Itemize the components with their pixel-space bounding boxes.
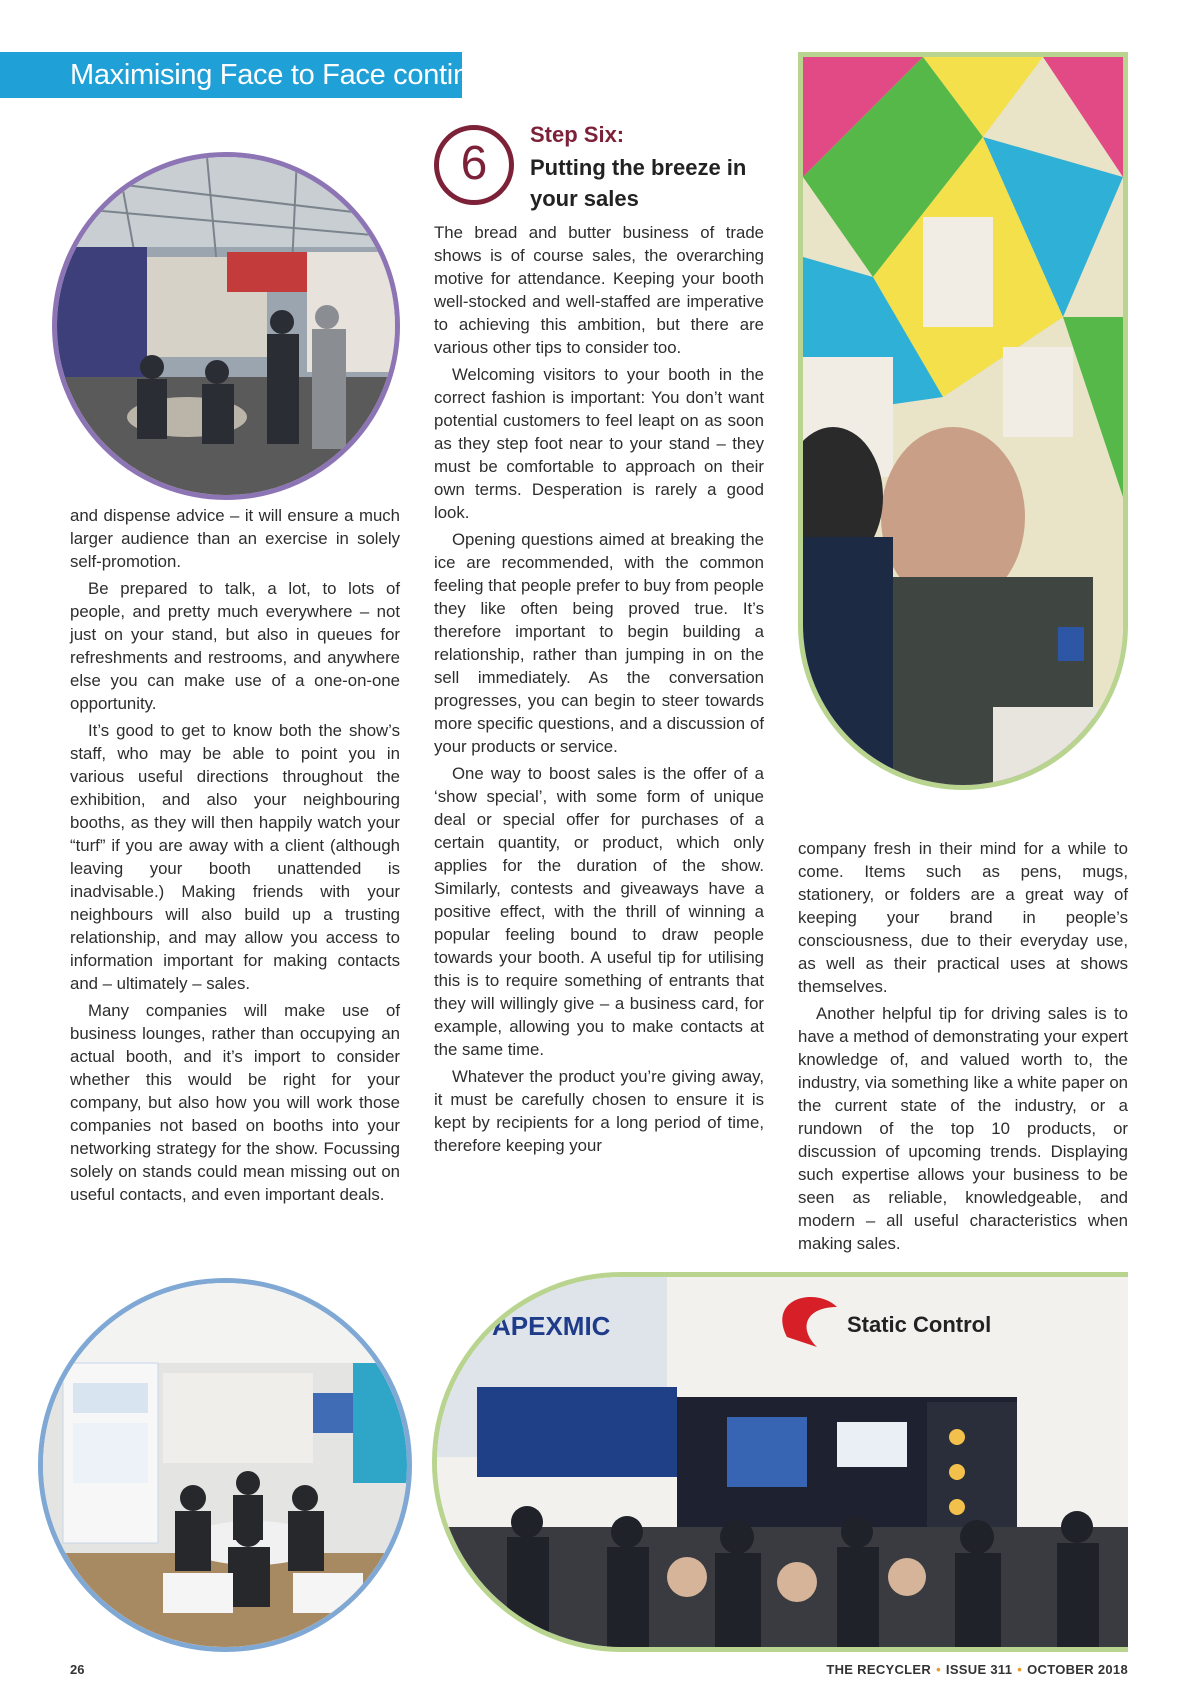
paragraph: and dispense advice – it will ensure a much larger audience than an exercise in solely self-promotion. bbox=[70, 506, 400, 571]
section-header-title: Maximising Face to Face continued bbox=[70, 59, 517, 91]
step-heading bbox=[434, 122, 774, 214]
paragraph: The bread and butter business of trade shows is of course sales, the overarching motive for attendance. Keeping your booth well-stocked and well-staffed are imperative to achieving this ambition, but there are various other tips to consider too. bbox=[434, 223, 764, 357]
paragraph: company fresh in their mind for a while to come. Items such as pens, mugs, stationery, or folders are a great way of keeping your brand in people’s consciousness, due to their everyday use, as well as their practical uses at shows themselves. bbox=[798, 839, 1128, 996]
paragraph: Opening questions aimed at breaking the ice are recommended, with the common feeling that people prefer to buy from people they like often being proved true. It’s therefore important to begin building a relationship, rather than jumping in on the sell immediately. As the conversation progresses, you can begin to steer towards more specific questions, and a discussion of your products or service. bbox=[434, 530, 764, 756]
article-column-1 bbox=[70, 504, 400, 1210]
separator-dot: • bbox=[1017, 1662, 1023, 1677]
exhibition-hall-photo bbox=[52, 152, 400, 500]
issue-date: OCTOBER 2018 bbox=[1027, 1662, 1128, 1677]
booth-conversation-photo bbox=[798, 52, 1128, 790]
step-kicker: Step Six: bbox=[530, 122, 625, 147]
paragraph: Welcoming visitors to your booth in the correct fashion is important: You don’t want potential customers to feel leapt on as soon as they step foot near to your stand – they must be comfortable to approach on their own terms. Desperation is rarely a good look. bbox=[434, 365, 764, 522]
business-lounge-photo bbox=[38, 1278, 412, 1652]
separator-dot: • bbox=[936, 1662, 941, 1677]
paragraph: Many companies will make use of business lounges, rather than occupying an actual booth, and it’s import to consider whether this would be right for your company, but also how you will work those companies not based on booths into your networking strategy for the show. Focussing solely on stands could mean missing out on useful contacts, and even important deals. bbox=[70, 1001, 400, 1204]
page-number: 26 bbox=[70, 1662, 85, 1677]
paragraph: One way to boost sales is the offer of a ‘show special’, with some form of unique deal or special offer for purchases of a certain quantity, or product, which only applies for the duration of the show. Similarly, contests and giveaways have a positive effect, with the thrill of winning a popular feeling bound to draw people towards your booth. A useful tip for utilising this is to require something of entrants that they will willingly give – a business card, for example, allowing you to make contacts at the same time. bbox=[434, 764, 764, 1059]
article-column-2 bbox=[434, 221, 764, 1161]
step-number: 6 bbox=[460, 137, 488, 190]
apexmic-sign: APEXMIC bbox=[492, 1311, 611, 1341]
publication-name: THE RECYCLER bbox=[826, 1662, 932, 1677]
paragraph: Be prepared to talk, a lot, to lots of people, and pretty much everywhere – not just on your stand, but also in queues for refreshments and restrooms, and anywhere else you can make use of a one-on-one opportunity. bbox=[70, 579, 400, 713]
publication-footer bbox=[826, 1662, 1128, 1677]
step-title: Putting the breeze in your sales bbox=[530, 155, 747, 211]
issue-label: ISSUE 311 bbox=[945, 1662, 1013, 1677]
paragraph: Another helpful tip for driving sales is to have a method of demonstrating your expert knowledge of, and valued worth to, the industry, via something like a white paper on the current state of the industry, or a rundown of the top 10 products, or discussion of upcoming trends. Displaying such expertise allows your business to be seen as reliable, knowledgeable, and modern – all useful characteristics when making sales. bbox=[798, 1004, 1128, 1253]
paragraph: Whatever the product you’re giving away, it must be carefully chosen to ensure it is kept by recipients for a long period of time, therefore keeping your bbox=[434, 1067, 764, 1155]
static-control-sign: Static Control bbox=[847, 1312, 992, 1337]
apexmic-booth-photo bbox=[432, 1272, 1128, 1652]
article-column-3 bbox=[798, 837, 1128, 1259]
paragraph: It’s good to get to know both the show’s staff, who may be able to point you in various useful directions throughout the exhibition, and also your neighbouring booths, as they will then happily watch your “turf” if you are away with a client (although leaving your booth unattended is inadvisable.) Making friends with your neighbours will also build up a trusting relationship, and may allow you access to information important for making contacts and – ultimately – sales. bbox=[70, 721, 400, 993]
